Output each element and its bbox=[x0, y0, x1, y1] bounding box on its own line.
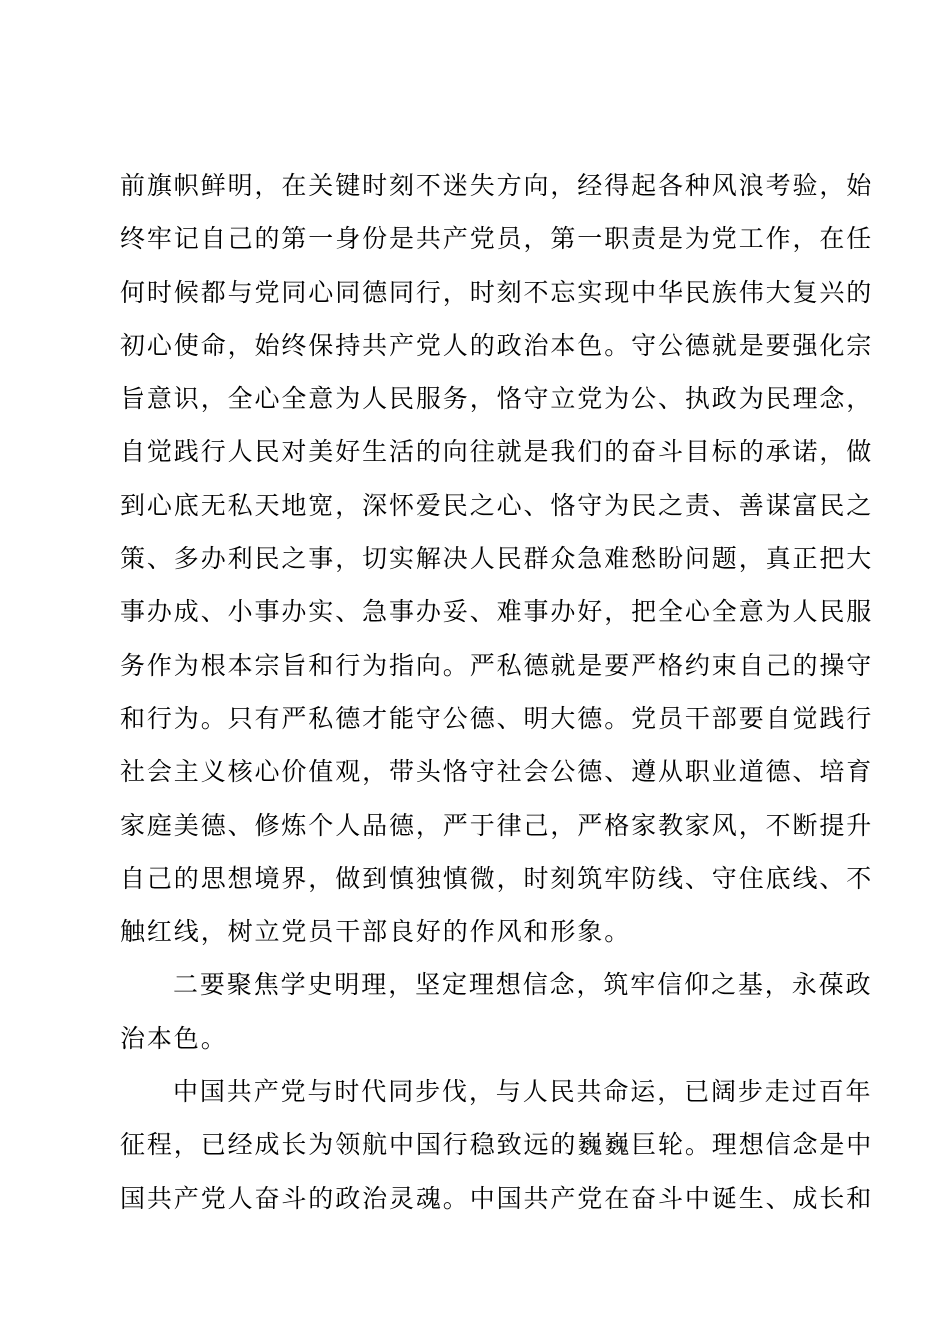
text-line: 务作为根本宗旨和行为指向。严私德就是要严格约束自己的操守 bbox=[120, 650, 874, 680]
text-line: 何时候都与党同心同德同行，时刻不忘实现中华民族伟大复兴的 bbox=[120, 277, 874, 307]
text-line: 中国共产党与时代同步伐，与人民共命运，已阔步走过百年 bbox=[173, 1077, 873, 1107]
text-line: 国共产党人奋斗的政治灵魂。中国共产党在奋斗中诞生、成长和 bbox=[120, 1183, 874, 1213]
text-line: 到心底无私天地宽，深怀爱民之心、恪守为民之责、善谋富民之 bbox=[120, 490, 874, 520]
text-line: 自觉践行人民对美好生活的向往就是我们的奋斗目标的承诺，做 bbox=[120, 437, 874, 467]
paragraph-heading-line: 治本色。 bbox=[120, 1023, 228, 1053]
text-line: 事办成、小事办实、急事办妥、难事办好，把全心全意为人民服 bbox=[120, 597, 874, 627]
text-line: 自己的思想境界，做到慎独慎微，时刻筑牢防线、守住底线、不 bbox=[120, 863, 874, 893]
text-line: 社会主义核心价值观，带头恪守社会公德、遵从职业道德、培育 bbox=[120, 757, 874, 787]
text-line: 终牢记自己的第一身份是共产党员，第一职责是为党工作，在任 bbox=[120, 224, 874, 254]
text-line: 家庭美德、修炼个人品德，严于律己，严格家教家风，不断提升 bbox=[120, 810, 874, 840]
text-line: 旨意识，全心全意为人民服务，恪守立党为公、执政为民理念， bbox=[120, 384, 874, 414]
text-line: 前旗帜鲜明，在关键时刻不迷失方向，经得起各种风浪考验，始 bbox=[120, 171, 874, 200]
paragraph-heading-line: 二要聚焦学史明理，坚定理想信念，筑牢信仰之基，永葆政 bbox=[173, 970, 873, 1000]
text-line: 和行为。只有严私德才能守公德、明大德。党员干部要自觉践行 bbox=[120, 703, 874, 733]
body-text bbox=[120, 159, 874, 1225]
text-line: 触红线，树立党员干部良好的作风和形象。 bbox=[120, 917, 632, 947]
text-line: 初心使命，始终保持共产党人的政治本色。守公德就是要强化宗 bbox=[120, 330, 874, 360]
text-line: 策、多办利民之事，切实解决人民群众急难愁盼问题，真正把大 bbox=[120, 544, 874, 574]
text-line: 征程，已经成长为领航中国行稳致远的巍巍巨轮。理想信念是中 bbox=[120, 1130, 874, 1160]
